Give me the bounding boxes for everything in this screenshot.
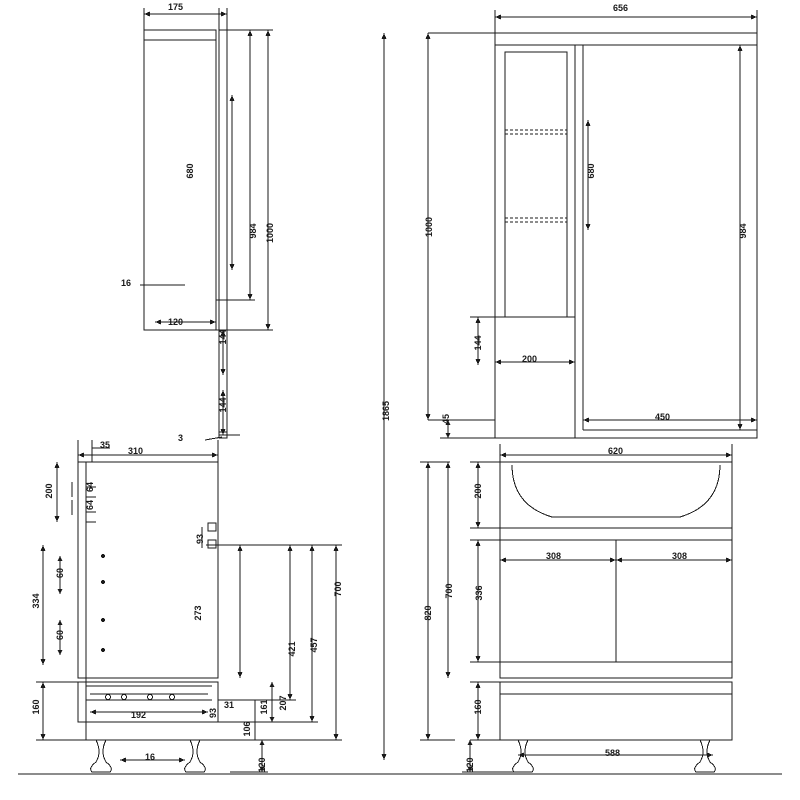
dim-v4-200: 200 [473, 483, 483, 499]
dim-v3-16: 16 [145, 752, 156, 762]
dim-v3-160: 160 [31, 699, 41, 715]
dim-v1-1000: 1000 [265, 222, 275, 244]
dim-v3-207: 207 [278, 695, 288, 711]
dim-v3-310: 310 [128, 446, 144, 456]
dim-v4-620: 620 [608, 446, 624, 456]
dim-v4-160: 160 [473, 699, 483, 715]
dim-v3-161: 161 [259, 699, 269, 715]
dim-v1-3: 3 [178, 433, 184, 443]
dim-v3-31: 31 [224, 700, 235, 710]
dim-v3-192: 192 [131, 710, 147, 720]
dim-v3-106: 106 [242, 721, 252, 737]
dim-v4-308-left: 308 [546, 551, 562, 561]
dim-v2-200: 200 [522, 354, 538, 364]
dim-v2-1865: 1865 [381, 400, 391, 422]
dim-v4-700: 700 [444, 583, 454, 599]
dim-v1-680: 680 [185, 163, 195, 179]
dim-v4-120: 120 [465, 757, 475, 773]
dim-v3-93-bottom: 93 [208, 708, 218, 719]
dim-v4-336: 336 [474, 585, 484, 601]
dim-v3-120: 120 [257, 757, 267, 773]
dim-v2-656: 656 [613, 3, 629, 13]
dim-v3-35: 35 [100, 440, 111, 450]
dim-v2-984: 984 [738, 223, 748, 239]
dim-v1-144-lower: 144 [218, 397, 228, 413]
dim-v3-93-top: 93 [195, 534, 205, 545]
dim-v1-175: 175 [168, 2, 184, 12]
dim-v1-144-upper: 144 [218, 329, 228, 345]
dim-v4-308-right: 308 [672, 551, 688, 561]
dim-v1-984: 984 [248, 223, 258, 239]
dim-v2-45: 45 [441, 414, 451, 425]
dim-v1-120: 120 [168, 317, 184, 327]
dim-v2-450: 450 [655, 412, 671, 422]
dim-v4-820: 820 [423, 605, 433, 621]
dim-v2-144: 144 [473, 335, 483, 351]
dim-v3-200: 200 [44, 483, 54, 499]
dim-v3-457: 457 [309, 637, 319, 653]
dim-v3-64-upper: 64 [85, 482, 95, 493]
dim-v3-700: 700 [333, 581, 343, 597]
dim-v3-273: 273 [193, 605, 203, 621]
dim-v3-334: 334 [31, 593, 41, 609]
dim-v1-16: 16 [121, 278, 132, 288]
dim-v3-421: 421 [287, 641, 297, 657]
dim-v2-1000: 1000 [424, 216, 434, 238]
dim-v4-588: 588 [605, 748, 621, 758]
dim-v3-60-upper: 60 [55, 568, 65, 579]
dim-v2-680: 680 [586, 163, 596, 179]
dim-v3-60-lower: 60 [55, 630, 65, 641]
dim-v3-64-lower: 64 [85, 500, 95, 511]
